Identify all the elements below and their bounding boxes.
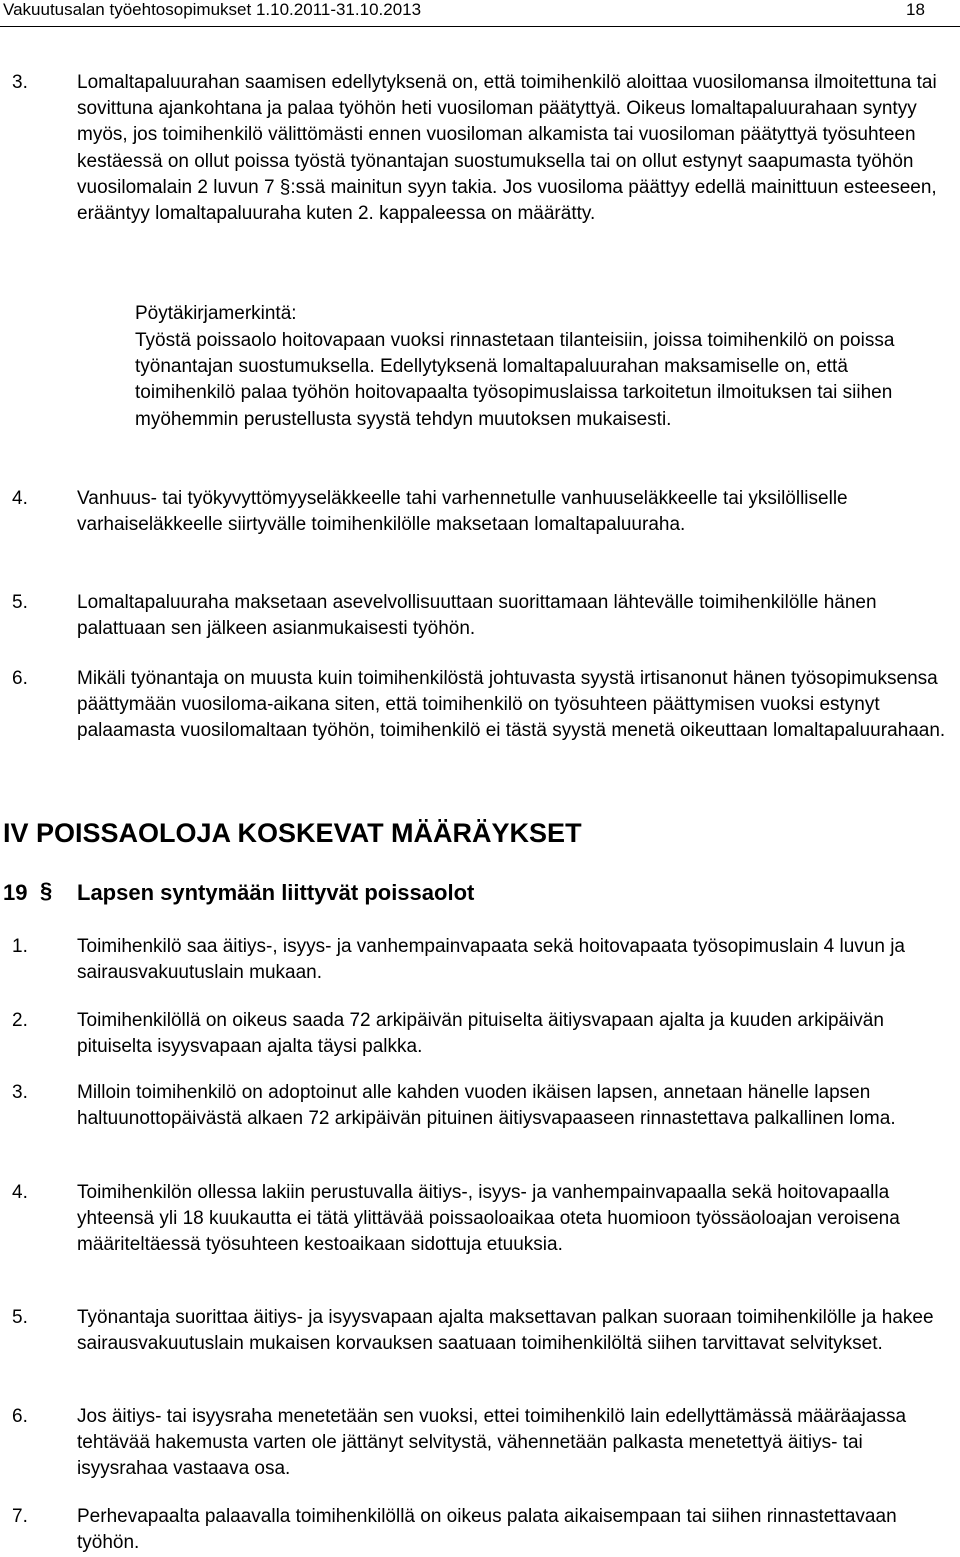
list-item: Toimihenkilön ollessa lakiin perustuvalla äitiys-, isyys- ja vanhempainvapaalla sekä hoitovapaalla yhteensä yli 18 kuukautta ei tätä ylittävää poissaoloaikaa oteta huomioon työssäoloajan veroisena määriteltäessä työsuhteen kestoaikaan sidottuja etuuksia. — [77, 1182, 900, 1256]
note-text: Työstä poissaolo hoitovapaan vuoksi rinnastetaan tilanteisiin, joissa toimihenkilö on poissa työnantajan suostumuksella. Edellytyksenä lomaltapaluurahan maksamiselle on, että toimihenkilö palaa työhön hoitovapaalta työsopimuslaissa tarkoitetun ilmoituksen tai siihen myöhemmin perustellusta syystä tehdyn muutoksen mukaisesti. — [135, 330, 895, 430]
item-number: 3. — [12, 1082, 28, 1103]
section-heading: IV POISSAOLOJA KOSKEVAT MÄÄRÄYKSET — [3, 818, 582, 848]
subsection-number: 19 — [3, 880, 28, 905]
item-number: 5. — [12, 1307, 28, 1328]
item-number: 3. — [12, 72, 28, 93]
paragraph-symbol: § — [40, 878, 53, 903]
list-item: Perhevapaalta palaavalla toimihenkilöllä on oikeus palata aikaisempaan tai siihen rinnastettavaan työhön. — [77, 1506, 897, 1554]
list-item: Jos äitiys- tai isyysraha menetetään sen vuoksi, ettei toimihenkilö lain edellyttämässä määräajassa tehtävää hakemusta varten ole jättänyt selvitystä, vähennetään palkasta menetettyä äitiys- tai isyysrahaa vastaava osa. — [77, 1406, 907, 1480]
list-item: Työnantaja suorittaa äitiys- ja isyysvapaan ajalta maksettavan palkan suoraan toimihenkilölle ja hakee sairausvakuutuslain mukaisen korvauksen saatuaan toimihenkilöltä siihen tarvittavat selvitykset. — [77, 1307, 934, 1355]
item-number: 5. — [12, 592, 28, 613]
list-item: Vanhuus- tai työkyvyttömyyseläkkeelle tahi varhennetulle vanhuuseläkkeelle tai yksilölliselle varhaiseläkkeelle siirtyvälle toimihenkilölle maksetaan lomaltapaluuraha. — [77, 488, 848, 536]
item-number: 7. — [12, 1506, 28, 1527]
document-title: Vakuutusalan työehtosopimukset 1.10.2011-31.10.2013 — [3, 0, 422, 19]
list-item: Toimihenkilöllä on oikeus saada 72 arkipäivän pituiselta äitiysvapaan ajalta ja kuuden arkipäivän pituiselta isyysvapaan ajalta täysi palkka. — [77, 1010, 884, 1058]
list-item: Lomaltapaluuraha maksetaan asevelvollisuuttaan suorittamaan lähtevälle toimihenkilölle hänen palattuaan sen jälkeen asianmukaisesti työhön. — [77, 592, 877, 640]
list-item: Toimihenkilö saa äitiys-, isyys- ja vanhempainvapaata sekä hoitovapaata työsopimuslain 4 luvun ja sairausvakuutuslain mukaan. — [77, 936, 906, 984]
note-label: Pöytäkirjamerkintä: — [135, 303, 297, 324]
list-item: Milloin toimihenkilö on adoptoinut alle kahden vuoden ikäisen lapsen, annetaan hänelle lapsen haltuunottopäivästä alkaen 72 arkipäivän pituinen äitiysvapaaseen rinnastettava palkallinen loma. — [77, 1082, 896, 1130]
item-number: 4. — [12, 1182, 28, 1203]
item-number: 1. — [12, 936, 28, 957]
page-header — [0, 0, 960, 27]
item-number: 2. — [12, 1010, 28, 1031]
item-number: 6. — [12, 1406, 28, 1427]
list-item: Mikäli työnantaja on muusta kuin toimihenkilöstä johtuvasta syystä irtisanonut hänen työsopimuksensa päättymään vuosiloma-aikana siten, että toimihenkilö on työsuhteen päättymisen vuoksi estynyt palaamasta vuosilomaltaan työhön, toimihenkilö ei tästä syystä menetä oikeuttaan lomaltapaluurahaan. — [77, 668, 946, 742]
list-item: Lomaltapaluurahan saamisen edellytyksenä on, että toimihenkilö aloittaa vuosilomansa ilmoitettuna tai sovittuna ajankohtana ja palaa työhön heti vuosiloman päätyttyä. Oikeus lomaltapaluurahaan syntyy myös, jos toimihenkilö välittömästi ennen vuosiloman alkamista tai vuosiloman päätyttyä työsuhteen kestäessä on ollut poissa työstä työnantajan suostumuksella tai on ollut estynyt saapumasta työhön vuosilomalain 2 luvun 7 §:ssä mainitun syyn takia. Jos vuosiloma päättyy edellä mainittuun esteeseen, erääntyy lomaltapaluuraha kuten 2. kappaleessa on määrätty. — [77, 72, 937, 225]
subsection-title: Lapsen syntymään liittyvät poissaolot — [77, 880, 475, 905]
item-number: 4. — [12, 488, 28, 509]
page-number: 18 — [906, 0, 925, 19]
item-number: 6. — [12, 668, 28, 689]
